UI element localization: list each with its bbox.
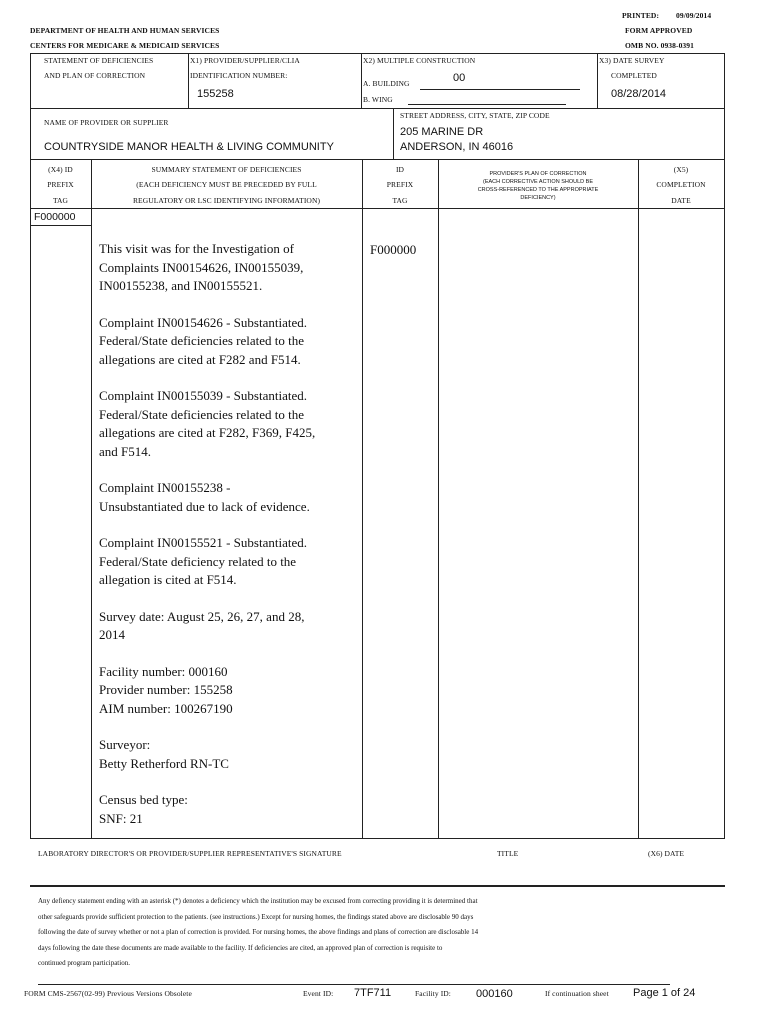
- x3-label-2: COMPLETED: [611, 71, 657, 80]
- summary-line: Provider number: 155258: [99, 682, 233, 697]
- summary-paragraph: [99, 240, 361, 296]
- summary-line: Facility number: 000160: [99, 663, 228, 679]
- summary-paragraph: [99, 736, 361, 773]
- summary-paragraph: [99, 608, 361, 645]
- summary-line: Census bed type:: [99, 792, 188, 807]
- summary-line: 2014: [99, 627, 125, 642]
- continuation-label: If continuation sheet: [545, 989, 609, 998]
- summary-line: Unsubstantiated due to lack of evidence.: [99, 498, 310, 514]
- summary-line: allegations are cited at F282, F369, F425,: [99, 425, 316, 440]
- summary-line: Surveyor:: [99, 737, 151, 752]
- statement-label-1: STATEMENT OF DEFICIENCIES: [44, 56, 154, 65]
- summary-line: allegations are cited at F282 and F514.: [99, 351, 301, 367]
- summary-line: This visit was for the Investigation of: [99, 241, 294, 256]
- disclaimer-line: following the date of survey whether or not a plan of correction is provided. For nursing homes, the above findings and plans of correction are disclosable 14: [38, 928, 479, 936]
- left-prefix-tag: F000000: [34, 211, 76, 223]
- address-label: STREET ADDRESS, CITY, STATE, ZIP CODE: [400, 111, 550, 120]
- form-approved: FORM APPROVED: [625, 26, 693, 35]
- summary-line: allegation is cited at F514.: [99, 572, 237, 587]
- centers-name: CENTERS FOR MEDICARE & MEDICAID SERVICES: [30, 41, 220, 50]
- wing-label: B. WING: [363, 95, 393, 104]
- right-prefix-tag: F000000: [370, 242, 417, 257]
- id-header-2: PREFIX: [386, 180, 414, 189]
- address-line-1: 205 MARINE DR: [400, 126, 484, 138]
- x5-header-1: (X5): [673, 165, 689, 174]
- provider-id-value: 155258: [197, 88, 234, 100]
- department-name: DEPARTMENT OF HEALTH AND HUMAN SERVICES: [30, 26, 220, 35]
- deficiency-summary: [99, 240, 361, 846]
- x5-header-3: DATE: [671, 196, 691, 205]
- summary-header-3: REGULATORY OR LSC IDENTIFYING INFORMATION): [132, 196, 321, 205]
- x6-date-label: (X6) DATE: [648, 849, 685, 858]
- signature-label: LABORATORY DIRECTOR'S OR PROVIDER/SUPPLIER REPRESENTATIVE'S SIGNATURE: [38, 849, 342, 858]
- title-label: TITLE: [497, 849, 519, 858]
- x1-label-2: IDENTIFICATION NUMBER:: [190, 71, 288, 80]
- disclaimer-text: [38, 894, 718, 972]
- summary-line: Federal/State deficiencies related to the: [99, 406, 305, 422]
- summary-line: Complaint IN00155238 -: [99, 480, 231, 495]
- summary-line: and F514.: [99, 443, 151, 459]
- building-value: 00: [453, 72, 466, 84]
- event-id-value: 7TF711: [354, 987, 392, 999]
- summary-line: Federal/State deficiency related to the: [99, 553, 297, 569]
- summary-line: Federal/State deficiencies related to the: [99, 333, 305, 348]
- summary-line: IN00155238, and IN00155521.: [99, 278, 263, 293]
- facility-id-value: 000160: [476, 988, 513, 1000]
- page-number: Page 1 of 24: [633, 987, 696, 999]
- summary-line: Complaint IN00154626 - Substantiated.: [99, 314, 307, 330]
- x5-header-2: COMPLETION: [656, 180, 706, 189]
- summary-header-2: (EACH DEFICIENCY MUST BE PRECEDED BY FULL: [136, 180, 317, 189]
- x3-label-1: X3) DATE SURVEY: [599, 56, 665, 65]
- address-line-2: ANDERSON, IN 46016: [400, 141, 514, 153]
- summary-line: Betty Retherford RN-TC: [99, 755, 229, 771]
- survey-date-value: 08/28/2014: [611, 88, 667, 100]
- plan-header-4: DEFICIENCY): [520, 195, 556, 201]
- summary-line: Complaint IN00155039 - Substantiated.: [99, 388, 307, 403]
- provider-name-label: NAME OF PROVIDER OR SUPPLIER: [44, 118, 169, 127]
- id-header-1: ID: [395, 165, 405, 174]
- event-id-label: Event ID:: [303, 989, 334, 998]
- disclaimer-line: days following the date these documents are made available to the facility. If deficiencies are cited, an approved plan of correction is requisite to: [38, 943, 443, 952]
- plan-header-1: PROVIDER'S PLAN OF CORRECTION: [489, 171, 587, 177]
- x4-header-3: TAG: [52, 196, 69, 205]
- x2-label: X2) MULTIPLE CONSTRUCTION: [363, 56, 476, 65]
- form-number: FORM CMS-2567(02-99) Previous Versions Obsolete: [24, 989, 192, 998]
- printed-label: PRINTED:: [622, 11, 660, 20]
- summary-paragraph: [99, 663, 361, 719]
- provider-name: COUNTRYSIDE MANOR HEALTH & LIVING COMMUNITY: [44, 141, 334, 153]
- summary-header-1: SUMMARY STATEMENT OF DEFICIENCIES: [151, 165, 302, 174]
- summary-paragraph: [99, 791, 361, 828]
- building-label: A. BUILDING: [363, 79, 410, 88]
- summary-line: SNF: 21: [99, 810, 143, 826]
- statement-label-2: AND PLAN OF CORRECTION: [44, 71, 146, 80]
- facility-id-label: Facility ID:: [415, 989, 451, 998]
- disclaimer-line: Any defiency statement ending with an asterisk (*) denotes a deficiency which the institution may be excused from correcting providing it is determined that: [38, 897, 478, 905]
- id-header-3: TAG: [392, 196, 408, 205]
- summary-line: Complaints IN00154626, IN00155039,: [99, 259, 304, 275]
- plan-header-2: (EACH CORRECTIVE ACTION SHOULD BE: [482, 179, 594, 185]
- x1-label-1: X1) PROVIDER/SUPPLIER/CLIA: [190, 56, 300, 65]
- summary-line: Complaint IN00155521 - Substantiated.: [99, 535, 307, 550]
- disclaimer-line: other safeguards provide sufficient protection to the patients. (see instructions.) Except for nursing homes, the findings stated above are disclosable 90 days: [38, 912, 474, 921]
- printed-date: 09/09/2014: [676, 11, 712, 20]
- summary-paragraph: [99, 387, 361, 461]
- summary-paragraph: [99, 479, 361, 516]
- summary-line: AIM number: 100267190: [99, 700, 233, 716]
- x4-header-2: PREFIX: [47, 180, 74, 189]
- plan-header-3: CROSS-REFERENCED TO THE APPROPRIATE: [477, 187, 599, 193]
- disclaimer-line: continued program participation.: [38, 959, 130, 967]
- omb-number: OMB NO. 0938-0391: [625, 41, 694, 50]
- x4-header-1: (X4) ID: [48, 165, 73, 174]
- summary-line: Survey date: August 25, 26, 27, and 28,: [99, 608, 305, 624]
- summary-paragraph: [99, 314, 361, 370]
- summary-paragraph: [99, 534, 361, 590]
